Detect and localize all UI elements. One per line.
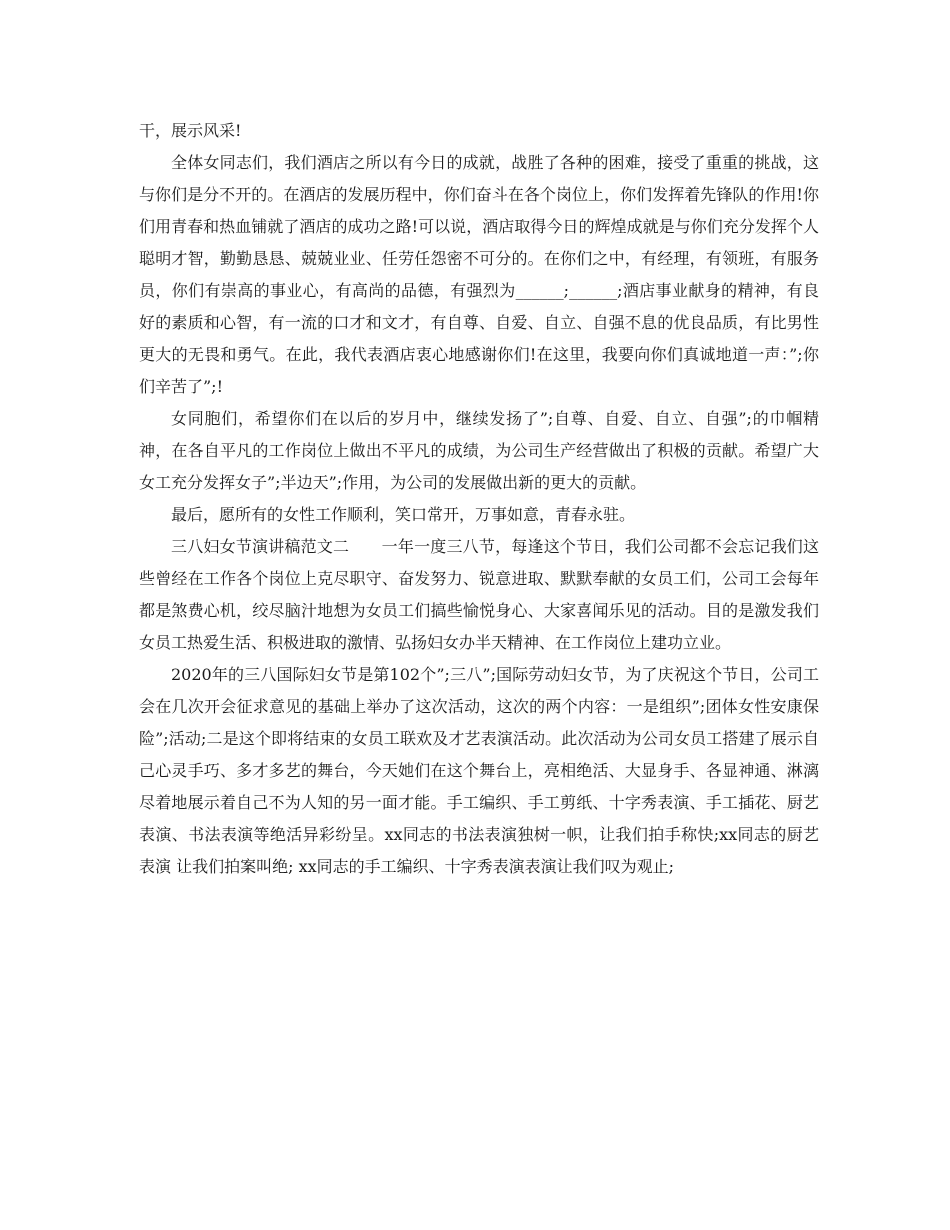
document-body: [139, 115, 819, 883]
paragraph-1: 干，展示风采!: [139, 121, 242, 140]
paragraph-3: 女同胞们，希望你们在以后的岁月中，继续发扬了”;自尊、自爱、自立、自强”;的巾帼精神，在各自平凡的工作岗位上做出不平凡的成绩，为公司生产经营做出了积极的贡献。希望广大女工充分发挥女子”;半边天”;作用，为公司的发展做出新的更大的贡献。: [139, 409, 819, 492]
paragraph-4: 最后，愿所有的女性工作顺利，笑口常开，万事如意，青春永驻。: [171, 505, 636, 524]
paragraph-5: 三八妇女节演讲稿范文二 一年一度三八节，每逢这个节日，我们公司都不会忘记我们这些曾经在工作各个岗位上克尽职守、奋发努力、锐意进取、默默奉献的女员工们，公司工会每年都是煞费心机，绞尽脑汁地想为女员工们搞些愉悦身心、大家喜闻乐见的活动。目的是激发我们女员工热爱生活、积极进取的激情、弘扬妇女办半天精神、在工作岗位上建功立业。: [139, 537, 819, 652]
paragraph-2: 全体女同志们，我们酒店之所以有今日的成就，战胜了各种的困难，接受了重重的挑战，这与你们是分不开的。在酒店的发展历程中，你们奋斗在各个岗位上，你们发挥着先锋队的作用!你们用青春和热血铺就了酒店的成功之路!可以说，酒店取得今日的辉煌成就是与你们充分发挥个人聪明才智，勤勤恳恳、兢兢业业、任劳任怨密不可分的。在你们之中，有经理，有领班，有服务员，你们有崇高的事业心，有高尚的品德，有强烈为______;______;酒店事业献身的精神，有良好的素质和心智，有一流的口才和文才，有自尊、自爱、自立、自强不息的优良品质，有比男性更大的无畏和勇气。在此，我代表酒店衷心地感谢你们!在这里，我要向你们真诚地道一声：”;你们辛苦了”;!: [139, 153, 819, 396]
paragraph-6: 2020年的三八国际妇女节是第102个”;三八”;国际劳动妇女节，为了庆祝这个节日，公司工会在几次开会征求意见的基础上举办了这次活动，这次的两个内容：一是组织”;团体女性安康保险”;活动;二是这个即将结束的女员工联欢及才艺表演活动。此次活动为公司女员工搭建了展示自己心灵手巧、多才多艺的舞台，今天她们在这个舞台上，亮相绝活、大显身手、各显神通、淋漓尽着地展示着自己不为人知的另一面才能。手工编织、手工剪纸、十字秀表演、手工插花、厨艺表演、书法表演等绝活异彩纷呈。xx同志的书法表演独树一帜，让我们拍手称快;xx同志的厨艺表演 让我们拍案叫绝; xx同志的手工编织、十字秀表演表演让我们叹为观止;: [139, 665, 819, 876]
